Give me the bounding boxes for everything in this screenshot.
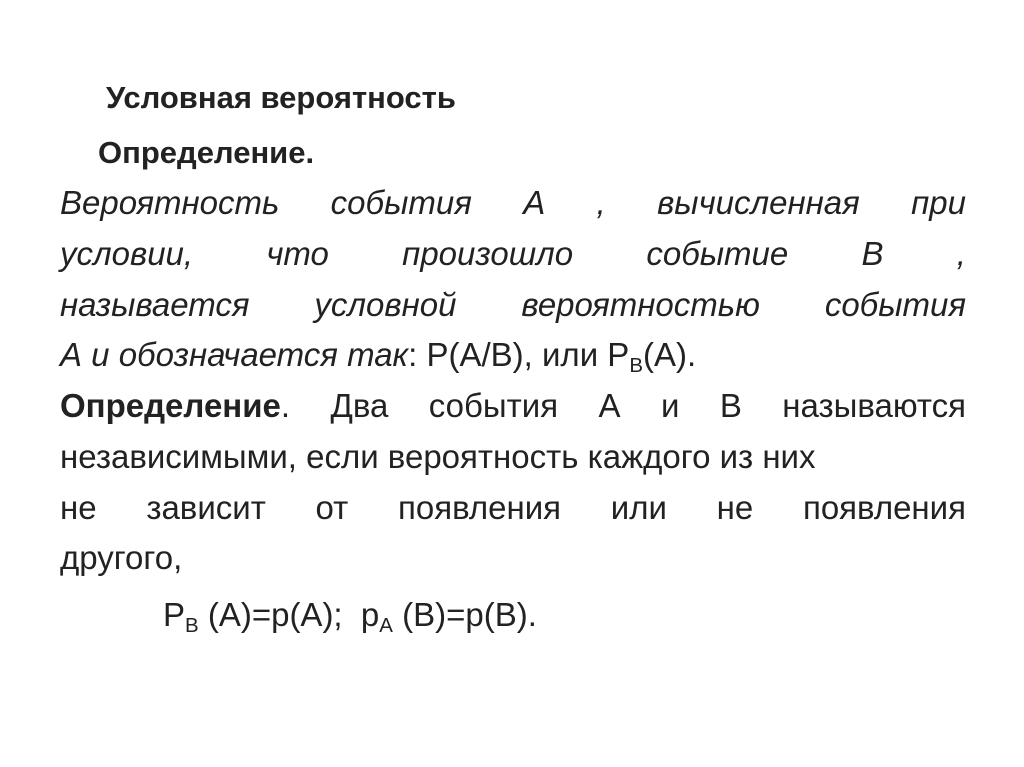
word: не (60, 489, 97, 526)
definition-1-line-1 (60, 181, 966, 225)
word: называются (782, 387, 966, 424)
word: Два (330, 387, 389, 424)
subscript: А (379, 614, 393, 638)
subscript: В (185, 614, 199, 638)
definition-1-line-4 (60, 333, 966, 377)
formula-text: (А). (642, 336, 697, 373)
word: события (330, 184, 472, 221)
word: В (719, 387, 742, 424)
word: появления (398, 489, 562, 526)
formula-text: (В)=р(В). (392, 596, 537, 633)
word: не (716, 489, 754, 526)
definition-heading-2 (60, 384, 290, 428)
word: А (523, 184, 546, 221)
word: зависит (146, 489, 266, 526)
definition-2-line-1 (60, 384, 966, 428)
word: Вероятность (60, 184, 280, 221)
word: , (596, 184, 606, 221)
definition-2-line-4: другого, (60, 539, 183, 576)
word: , (956, 235, 966, 272)
formula-text: Р(А/В), или Р (426, 336, 630, 373)
conditional-probability-notation (426, 336, 697, 378)
word: вычисленная (657, 184, 860, 221)
definition-heading-1: Определение. (98, 135, 315, 170)
subscript: В (629, 354, 643, 378)
definition-1-line-3 (60, 283, 966, 327)
colon: : (408, 336, 418, 373)
independence-formula (163, 593, 1024, 637)
word: называется (60, 286, 250, 323)
word: произошло (402, 235, 574, 272)
word: что (266, 235, 329, 272)
word: вероятностью (521, 286, 760, 323)
definition-2-line-2: независимыми, если вероятность каждого из них (60, 438, 816, 475)
word: появления (802, 489, 966, 526)
period: . (280, 387, 291, 424)
word: событие (646, 235, 789, 272)
definition-2-line-3 (60, 486, 966, 530)
formula-text: Р (163, 596, 186, 633)
slide-title: Условная вероятность (106, 80, 456, 115)
word: события (824, 286, 966, 323)
word: от (315, 489, 349, 526)
word: и (660, 387, 680, 424)
word: или (610, 489, 667, 526)
word: В (861, 235, 884, 272)
word: А (598, 387, 621, 424)
word: события (428, 387, 559, 424)
definition-1-line-2 (60, 232, 966, 276)
word: при (911, 184, 966, 221)
formula-text: (А)=р(А); р (198, 596, 380, 633)
definition-1-text-end: А и обозначается так (60, 336, 409, 373)
word: условной (314, 286, 457, 323)
heading-text: Определение (60, 387, 281, 424)
word: условии, (60, 235, 194, 272)
